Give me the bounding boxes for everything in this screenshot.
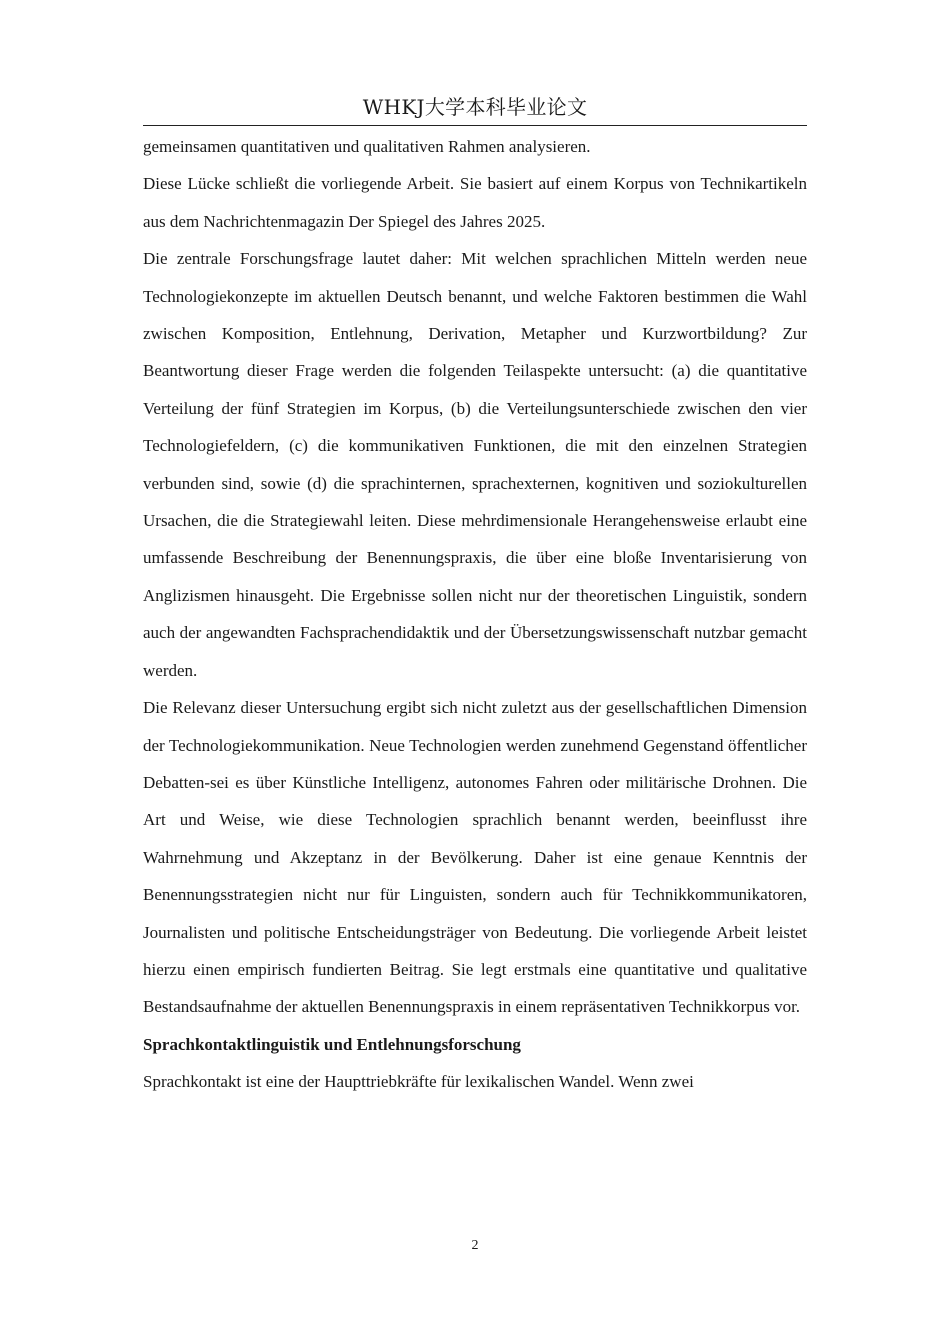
- body-content: [143, 128, 807, 1101]
- paragraph: Diese Lücke schließt die vorliegende Arbeit. Sie basiert auf einem Korpus von Technikartikeln aus dem Nachrichtenmagazin Der Spiegel des Jahres 2025.: [143, 174, 807, 231]
- paragraph: Sprachkontakt ist eine der Haupttriebkräfte für lexikalischen Wandel. Wenn zwei: [143, 1072, 694, 1092]
- paragraph: Die Relevanz dieser Untersuchung ergibt sich nicht zuletzt aus der gesellschaftlichen Dimension der Technologiekommunikation. Neue Technologien werden zunehmend Gegenstand öffentlicher Debatten-sei es über Künstliche Intelligenz, autonomes Fahren oder militärische Drohnen. Die Art und Weise, wie diese Technologien sprachlich benannt werden, beeinflusst ihre Wahrnehmung und Akzeptanz in der Bevölkerung. Daher ist eine genaue Kenntnis der Benennungsstrategien nicht nur für Linguisten, sondern auch für Technikkommunikatoren, Journalisten und politische Entscheidungsträger von Bedeutung. Die vorliegende Arbeit leistet hierzu einen empirisch fundierten Beitrag. Sie legt erstmals eine quantitative und qualitative Bestandsaufnahme der aktuellen Benennungspraxis in einem repräsentativen Technikkorpus vor.: [143, 698, 807, 1017]
- paragraph: Die zentrale Forschungsfrage lautet daher: Mit welchen sprachlichen Mitteln werden neue Technologiekonzepte im aktuellen Deutsch benannt, und welche Faktoren bestimmen die Wahl zwischen Komposition, Entlehnung, Derivation, Metapher und Kurzwortbildung? Zur Beantwortung dieser Frage werden die folgenden Teilaspekte untersucht: (a) die quantitative Verteilung der fünf Strategien im Korpus, (b) die Verteilungsunterschiede zwischen den vier Technologiefeldern, (c) die kommunikativen Funktionen, die mit den einzelnen Strategien verbunden sind, sowie (d) die sprachinternen, sprachexternen, kognitiven und soziokulturellen Ursachen, die die Strategiewahl leiten. Diese mehrdimensionale Herangehensweise erlaubt eine umfassende Beschreibung der Benennungspraxis, die über eine bloße Inventarisierung von Anglizismen hinausgeht. Die Ergebnisse sollen nicht nur der theoretischen Linguistik, sondern auch der angewandten Fachsprachendidaktik und der Übersetzungswissenschaft nutzbar gemacht werden.: [143, 249, 807, 680]
- header-title: WHKJ大学本科毕业论文: [362, 95, 588, 119]
- page-header: [143, 90, 807, 126]
- section-heading: Sprachkontaktlinguistik und Entlehnungsforschung: [143, 1034, 521, 1054]
- page-number: 2: [471, 1238, 479, 1253]
- paragraph: gemeinsamen quantitativen und qualitativen Rahmen analysieren.: [143, 137, 591, 156]
